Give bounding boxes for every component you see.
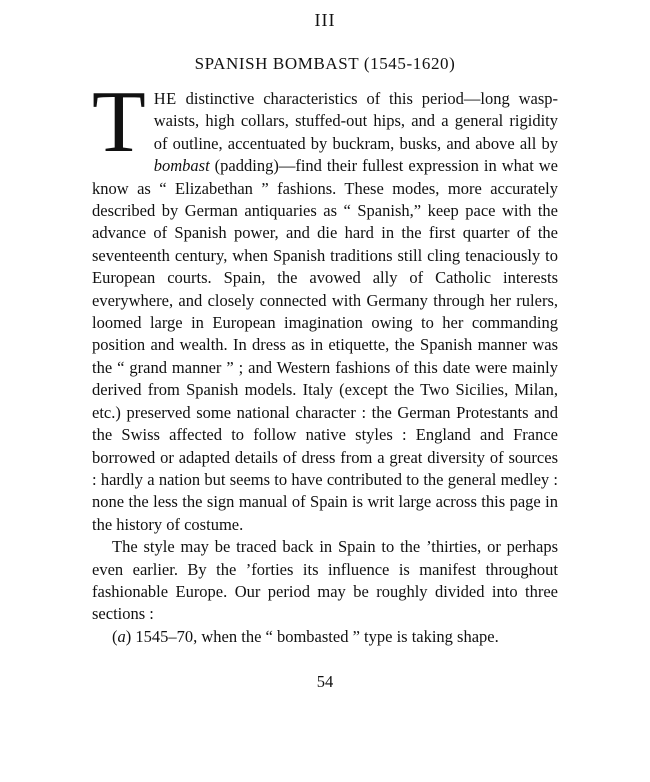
paragraph-1 (92, 74, 558, 536)
list-item-a (92, 626, 558, 648)
label-letter: a (117, 626, 126, 646)
emphasized-word: bombast (153, 156, 210, 176)
chapter-number: III (314, 10, 336, 30)
paragraph-1-text-b: (padding)—find their fullest expression in what we know as “ Elizabethan ” fashions. These modes, more accurately described by German antiquaries as “ Spanish,” keep pace with the advance of Spanish power, and die hard in the first quarter of the seventeenth century, when Spanish traditions still cling tenaciously to European courts. Spain, the avowed ally of Catholic interests everywhere, and closely connected with Germany through her rulers, loomed large in European imagination owing to her commanding position and wealth. In dress as in etiquette, the Spanish manner was the “ grand manner ” ; and Western fashions of this date were mainly derived from Spanish models. Italy (except the Two Sicilies, Milan, etc.) preserved some national character : the German Protestants and the Swiss affected to follow native styles : England and France borrowed or adapted details of dress from a great diversity of sources : hardly a nation but seems to have contributed to the general medley : none the less the sign manual of Spain is writ large across this page in the history of costume. (92, 156, 558, 534)
lead-word: HE (153, 89, 177, 108)
paragraph-1-text-a: distinctive characteristics of this period—long wasp-waists, high collars, stuffed-out hips, and a general rigidity of outline, accentuated by buckram, busks, and above all by (153, 89, 558, 153)
label-close-paren: ) (125, 626, 132, 646)
page-number: 54 (316, 672, 334, 691)
list-item-a-text: 1545–70, when the “ bombasted ” type is taking shape. (131, 626, 499, 646)
list-item-label (112, 627, 131, 646)
label-open-paren: ( (112, 626, 118, 646)
chapter-title: SPANISH BOMBAST (1545-1620) (194, 54, 456, 73)
body-text (92, 74, 558, 648)
drop-cap: T (92, 74, 146, 171)
paragraph-2: The style may be traced back in Spain to the ’thirties, or perhaps even earlier. By the ’forties its influence is manifest throughout fashionable Europe. Our period may be roughly divided into three sections : (92, 537, 558, 624)
